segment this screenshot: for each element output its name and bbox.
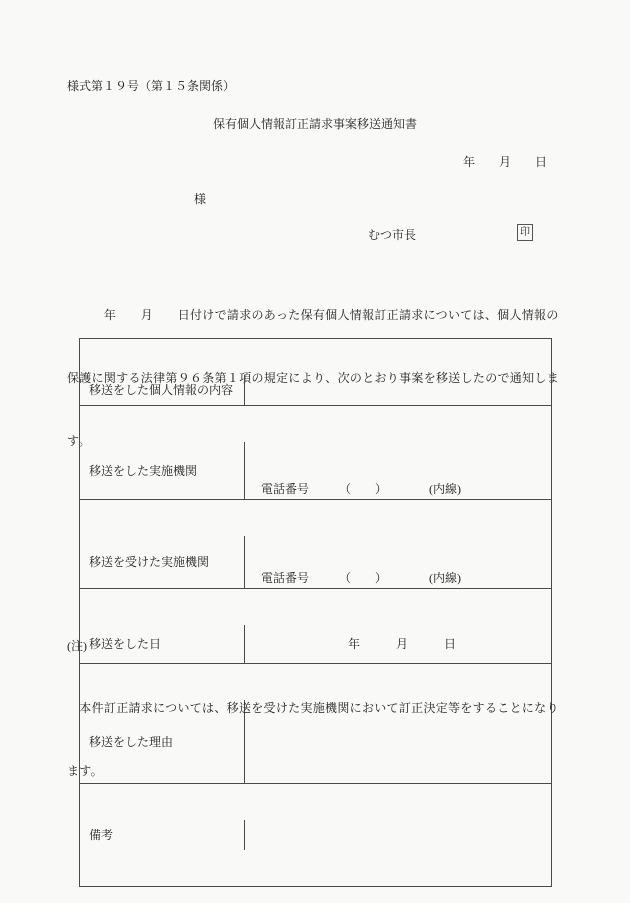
addressee-suffix: 様 [194,192,207,206]
table-row-remarks [80,820,551,850]
note-heading: (注) [67,639,87,653]
phone-number-line: 電話番号 （ ） (内線) [261,571,461,585]
row-value-cell [245,536,551,588]
row-value-cell [245,375,551,405]
row-label: 移送をした個人情報の内容 [80,375,245,405]
transfer-date-line: 年 月 日 [348,637,457,651]
table-row-receiving-agency [80,536,551,589]
phone-number-line: 電話番号 （ ） (内線) [261,482,461,496]
row-label: 移送をした日 [80,625,245,663]
row-value-cell [245,820,551,850]
row-label: 移送をした実施機関 [80,442,245,499]
note-paragraph [67,656,559,824]
row-value-cell [245,442,551,499]
form-number: 様式第１９号（第１５条関係） [67,79,236,93]
note-line: 本件訂正請求については、移送を受けた実施機関において訂正決定等をすることになり [67,701,559,715]
body-line: す。 [67,434,91,448]
seal-character: 印 [520,226,530,238]
issue-date-line: 年 月 日 [463,155,548,169]
table-row-personal-info-content [80,375,551,406]
body-line: 年 月 日付けで請求のあった保有個人情報訂正請求については、個人情報の [67,308,559,322]
row-label: 移送をした理由 [80,700,245,783]
body-line: 保護に関する法律第９６条第１項の規定により、次のとおり事案を移送したので通知しま [67,371,560,385]
document-title: 保有個人情報訂正請求事案移送通知書 [212,117,417,131]
note-line: ます。 [67,764,103,778]
seal-mark [517,224,533,241]
row-label: 備考 [80,820,245,850]
table-row-transferring-agency [80,442,551,500]
sender-name: むつ市長 [368,228,417,242]
row-label: 移送を受けた実施機関 [80,536,245,588]
